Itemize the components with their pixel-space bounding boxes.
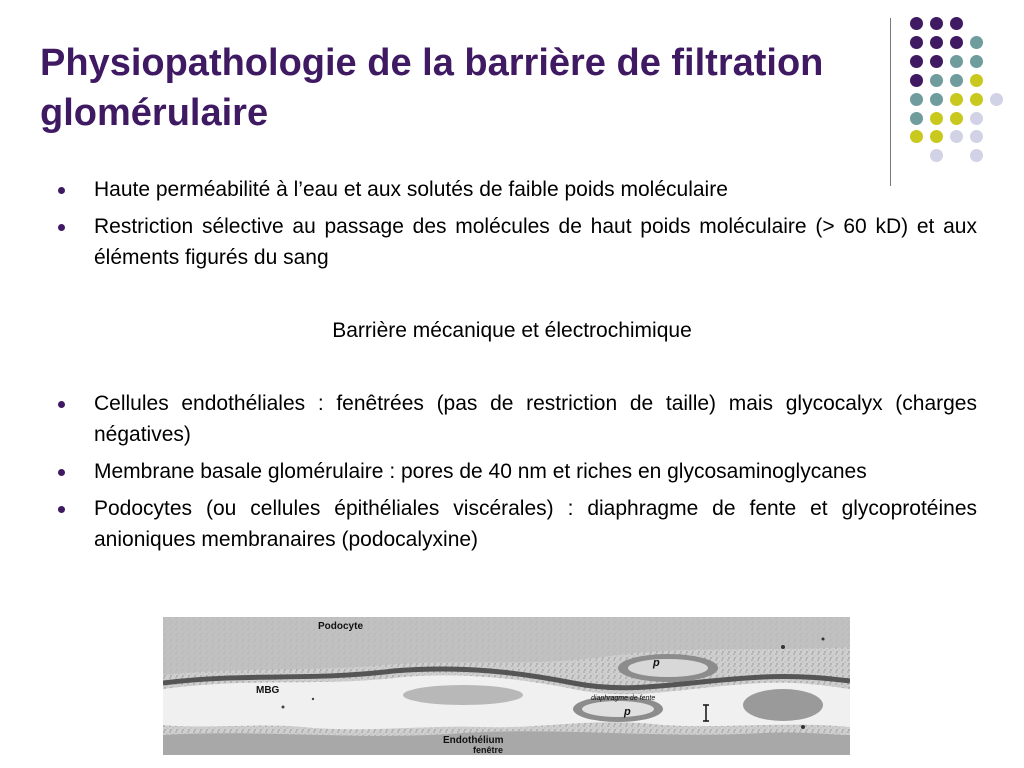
dot <box>950 112 963 125</box>
dot <box>930 55 943 68</box>
dot <box>970 36 983 49</box>
bullet-dot-icon <box>58 224 65 231</box>
dot <box>910 112 923 125</box>
dot <box>950 36 963 49</box>
bullet-text: Membrane basale glomérulaire : pores de 40 nm et riches en glycosaminoglycanes <box>94 460 867 483</box>
dot <box>930 112 943 125</box>
dot <box>930 93 943 106</box>
bullet-item <box>55 388 977 450</box>
dot <box>930 149 943 162</box>
dot <box>950 130 963 143</box>
label-podocyte: Podocyte <box>318 621 364 632</box>
label-p-upper: p <box>653 657 660 669</box>
slide-title: Physiopathologie de la barrière de filtration glomérulaire <box>40 42 824 134</box>
dot <box>950 74 963 87</box>
bullet-text: Podocytes (ou cellules épithéliales viscérales) : diaphragme de fente et glycoprotéines anioniques membranaires (podocalyxine) <box>94 497 977 551</box>
dot <box>930 17 943 30</box>
center-heading: Barrière mécanique et électrochimique <box>332 319 692 342</box>
dot <box>930 130 943 143</box>
dot <box>970 149 983 162</box>
dot <box>950 17 963 30</box>
dot <box>910 17 923 30</box>
label-diaphragme: diaphragme de fente <box>591 695 656 702</box>
dot <box>910 74 923 87</box>
divider-line <box>890 18 891 186</box>
label-endothelium: Endothélium <box>443 735 504 746</box>
bullet-item <box>55 211 977 273</box>
dot <box>970 74 983 87</box>
dot <box>910 93 923 106</box>
dot <box>970 93 983 106</box>
bullet-list-top <box>55 174 977 279</box>
bullet-text: Haute perméabilité à l’eau et aux solutés de faible poids moléculaire <box>94 178 728 201</box>
bullet-dot-icon <box>58 401 65 408</box>
bullet-dot-icon <box>58 469 65 476</box>
dot <box>970 130 983 143</box>
bullet-text: Cellules endothéliales : fenêtrées (pas de restriction de taille) mais glycocalyx (charges négatives) <box>94 392 977 446</box>
bullet-item <box>55 456 977 487</box>
dot <box>950 93 963 106</box>
dot <box>910 130 923 143</box>
bullet-dot-icon <box>58 506 65 513</box>
bullet-dot-icon <box>58 187 65 194</box>
electron-micrograph-image <box>163 617 850 755</box>
bullet-list-bottom <box>55 388 977 561</box>
label-p-lower: p <box>624 706 631 718</box>
dot <box>910 55 923 68</box>
dot <box>990 93 1003 106</box>
label-mbg: MBG <box>256 685 280 696</box>
dot <box>910 36 923 49</box>
dot <box>970 55 983 68</box>
bullet-item <box>55 493 977 555</box>
dot <box>930 36 943 49</box>
dot <box>930 74 943 87</box>
dot <box>970 112 983 125</box>
bullet-item <box>55 174 977 205</box>
bullet-text: Restriction sélective au passage des molécules de haut poids moléculaire (> 60 kD) et aux éléments figurés du sang <box>94 215 977 269</box>
dot <box>950 55 963 68</box>
label-fenetre: fenêtre <box>473 745 504 755</box>
